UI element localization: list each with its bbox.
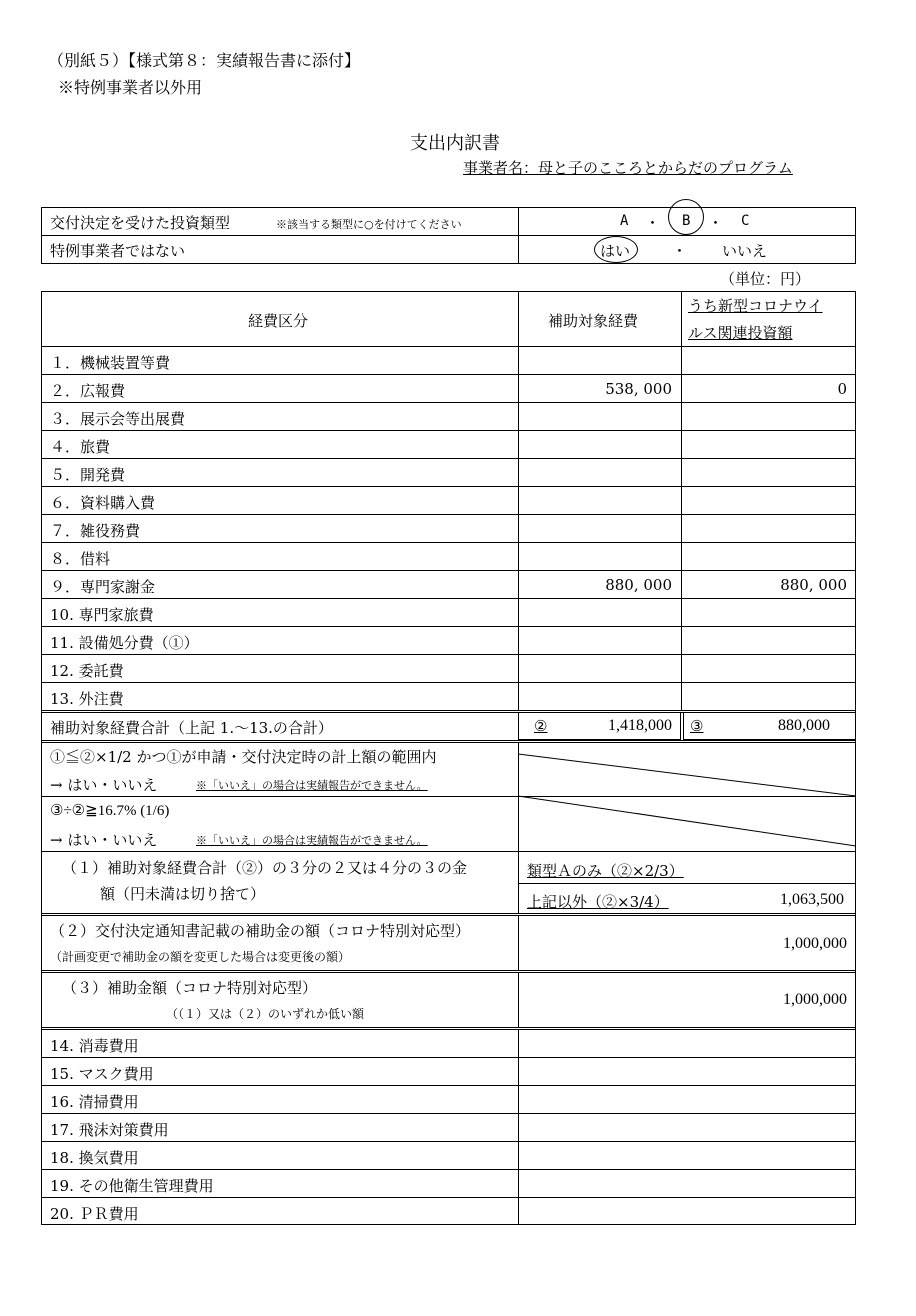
calc1-label-1: （１）補助対象経費合計（②）の３分の２又は４分の３の金: [62, 859, 468, 877]
calc2-value: 1,000,000: [783, 935, 847, 952]
check2-condition: ③÷②≧16.7% (1/6): [50, 803, 170, 819]
calc1-b-label: 上記以外（②×3/4）: [527, 893, 669, 911]
row-corona: 0: [837, 380, 847, 398]
row-label: 13. 外注費: [50, 690, 124, 708]
extra-row-label: 17. 飛沫対策費用: [50, 1121, 169, 1139]
col-header-corona-2: ルス関連投資額: [688, 324, 793, 342]
selection-circle: [668, 199, 704, 235]
divider: [681, 291, 682, 711]
divider: [518, 207, 519, 264]
check1-answer: → はい・いいえ: [50, 776, 158, 794]
extra-row-label: 16. 清掃費用: [50, 1093, 139, 1111]
form-subtitle: ※特例事業者以外用: [58, 78, 203, 97]
check2-answer: → はい・いいえ: [50, 831, 158, 849]
calc1-label-2: 額（円未満は切り捨て）: [100, 885, 266, 903]
row-label: 12. 委託費: [50, 662, 124, 680]
row-label: 11. 設備処分費（①）: [50, 634, 199, 652]
extra-row-label: 15. マスク費用: [50, 1065, 154, 1083]
option-no[interactable]: いいえ: [722, 242, 768, 260]
separator: ・: [672, 242, 688, 260]
unit-label: （単位：円）: [720, 270, 811, 288]
row-label: ３．展示会等出展費: [50, 410, 186, 428]
calc3-value: 1,000,000: [783, 991, 847, 1008]
total-mark-2: ②: [534, 717, 548, 735]
total-label: 補助対象経費合計（上記 1.～13.の合計）: [50, 719, 333, 737]
option-c[interactable]: C: [741, 213, 750, 229]
row-label: ２．広報費: [50, 382, 126, 400]
investment-type-note: ※該当する類型に○を付けてください: [276, 218, 462, 231]
total-value-2: 1,418,000: [608, 717, 672, 734]
extra-row-label: 14. 消毒費用: [50, 1037, 139, 1055]
row-amount: 538, 000: [605, 380, 672, 398]
row-label: １．機械装置等費: [50, 354, 171, 372]
calc3-label-2: （（１）又は（２）のいずれか低い額: [166, 1007, 365, 1021]
extra-row-label: 18. 換気費用: [50, 1149, 139, 1167]
total-mark-3: ③: [690, 717, 704, 735]
option-a[interactable]: A: [620, 213, 629, 229]
extra-row-label: 19. その他衛生管理費用: [50, 1177, 214, 1195]
col-header-amount: 補助対象経費: [548, 312, 639, 330]
page-title: 支出内訳書: [410, 133, 500, 154]
option-yes[interactable]: はい: [600, 242, 631, 260]
row-label: 10. 専門家旅費: [50, 606, 154, 624]
row-label: ４．旅費: [50, 438, 111, 456]
special-business-label: 特例事業者ではない: [50, 242, 186, 260]
row-label: ６．資料購入費: [50, 494, 156, 512]
calc2-label-2: （計画変更で補助金の額を変更した場合は変更後の額）: [50, 950, 351, 964]
check2-note: ※「いいえ」の場合は実績報告ができません。: [196, 834, 428, 847]
investment-type-label: 交付決定を受けた投資類型: [50, 214, 231, 232]
calc1-b-value: 1,063,500: [780, 891, 844, 908]
row-label: ７．雑役務費: [50, 522, 141, 540]
selection-circle: [594, 236, 638, 263]
col-header-corona-1: うち新型コロナウイ: [688, 297, 823, 315]
business-name: 事業者名：母と子のこころとからだのプログラム: [463, 159, 793, 177]
divider: [41, 235, 856, 236]
row-label: ９．専門家謝金: [50, 578, 156, 596]
divider: [41, 346, 856, 347]
calc1-a-label: 類型Ａのみ（②×2/3）: [527, 862, 684, 880]
check1-note: ※「いいえ」の場合は実績報告ができません。: [196, 779, 428, 792]
calc3-label-1: （３）補助金額（コロナ特別対応型）: [62, 979, 318, 997]
option-b[interactable]: B: [682, 213, 691, 229]
form-number: （別紙５）【様式第８：実績報告書に添付】: [48, 51, 361, 70]
diagonal-strike: [518, 742, 856, 852]
total-cell-3: [683, 712, 856, 740]
check1-condition: ①≦②×1/2 かつ①が申請・交付決定時の計上額の範囲内: [50, 748, 437, 766]
total-value-3: 880,000: [778, 717, 830, 734]
row-label: ５．開発費: [50, 466, 126, 484]
divider: [518, 291, 519, 711]
row-label: ８．借料: [50, 550, 111, 568]
separator: ・: [645, 214, 661, 232]
col-header-category: 経費区分: [248, 312, 309, 330]
separator: ・: [708, 214, 724, 232]
calc2-label-1: （２）交付決定通知書記載の補助金の額（コロナ特別対応型）: [50, 922, 471, 940]
extra-row-label: 20. ＰＲ費用: [50, 1205, 139, 1223]
row-amount: 880, 000: [605, 576, 672, 594]
row-corona: 880, 000: [780, 576, 847, 594]
